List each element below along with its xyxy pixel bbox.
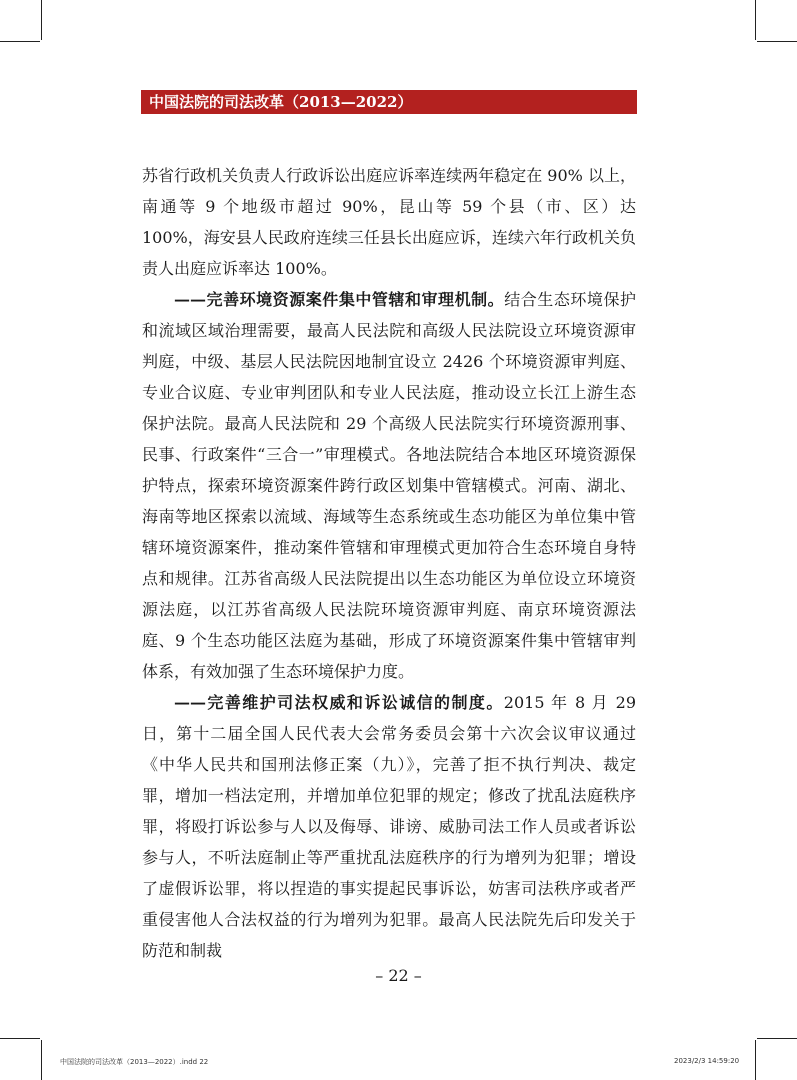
paragraph-3-heading: ——完善维护司法权威和诉讼诚信的制度。 xyxy=(174,693,504,712)
crop-mark-bottom-right-v xyxy=(755,1040,756,1080)
paragraph-2-text: 结合生态环境保护和流域区域治理需要，最高人民法院和高级人民法院设立环境资源审判庭，中级、基层人民法院因地制宜设立 2426 个环境资源审判庭、专业合议庭、专业审判团队和专业人民法庭，推动设立长江上游生态保护法院。最高人民法院和 29 个高级人民法院实行环境资源刑事、民事、行政案件“三合一”审理模式。各地法院结合本地区环境资源保护特点，探索环境资源案件跨行政区划集中管辖模式。河南、湖北、海南等地区探索以流域、海域等生态系统或生态功能区为单位集中管辖环境资源案件，推动案件管辖和审理模式更加符合生态环境自身特点和规律。江苏省高级人民法院提出以生态功能区为单位设立环境资源法庭，以江苏省高级人民法院环境资源审判庭、南京环境资源法庭、9 个生态功能区法庭为基础，形成了环境资源案件集中管辖审判体系，有效加强了生态环境保护力度。 xyxy=(142,290,636,681)
crop-mark-top-left-v xyxy=(41,0,42,40)
paragraph-2-heading: ——完善环境资源案件集中管辖和审理机制。 xyxy=(174,290,505,309)
crop-mark-bottom-left-v xyxy=(41,1040,42,1080)
paragraph-1: 苏省行政机关负责人行政诉讼出庭应诉率连续两年稳定在 90% 以上，南通等 9 个地级市超过 90%，昆山等 59 个县（市、区）达 100%，海安县人民政府连续三任县长出庭应诉，连续六年行政机关负责人出庭应诉率达 100%。 xyxy=(142,166,636,278)
crop-mark-top-left-h xyxy=(0,41,40,42)
body-text xyxy=(142,160,636,966)
crop-mark-top-right-v xyxy=(755,0,756,40)
paragraph-3-text: 2015 年 8 月 29 日，第十二届全国人民代表大会常务委员会第十六次会议审议通过《中华人民共和国刑法修正案（九）》，完善了拒不执行判决、裁定罪，增加一档法定刑，并增加单位犯罪的规定；修改了扰乱法庭秩序罪，将殴打诉讼参与人以及侮辱、诽谤、威胁司法工作人员或者诉讼参与人，不听法庭制止等严重扰乱法庭秩序的行为增列为犯罪；增设了虚假诉讼罪，将以捏造的事实提起民事诉讼，妨害司法秩序或者严重侵害他人合法权益的行为增列为犯罪。最高人民法院先后印发关于防范和制裁 xyxy=(142,693,636,960)
slug-filename: 中国法院的司法改革（2013—2022）.indd 22 xyxy=(60,1058,209,1066)
paragraph-2 xyxy=(142,284,636,687)
crop-mark-bottom-right-h xyxy=(757,1038,797,1039)
crop-mark-top-right-h xyxy=(757,41,797,42)
page-number: – 22 – xyxy=(375,966,422,985)
running-header-title: 中国法院的司法改革（2013—2022） xyxy=(149,93,413,111)
running-header xyxy=(141,90,637,114)
paragraph-3 xyxy=(142,687,636,966)
slug-timestamp: 2023/2/3 14:59:20 xyxy=(674,1057,740,1065)
crop-mark-bottom-left-h xyxy=(0,1038,40,1039)
